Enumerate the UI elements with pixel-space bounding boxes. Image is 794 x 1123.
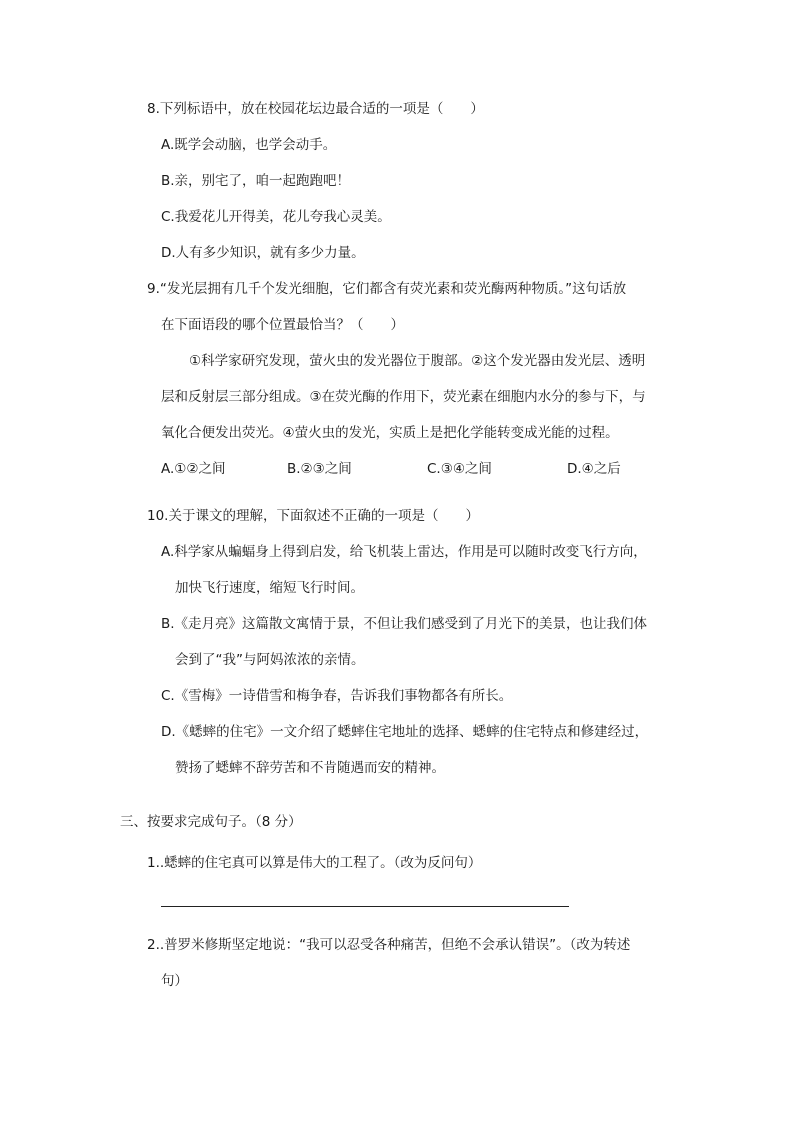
q8-option-d: D.人有多少知识，就有多少力量。	[161, 245, 365, 261]
q9-stem-line2: 在下面语段的哪个位置最恰当？（ ）	[161, 317, 404, 333]
q9-option-c: C.③④之间	[427, 461, 492, 477]
section3-item1: 1..蟋蟀的住宅真可以算是伟大的工程了。（改为反问句）	[147, 855, 482, 871]
q10-option-d-line1: D.《蟋蟀的住宅》一文介绍了蟋蟀住宅地址的选择、蟋蟀的住宅特点和修建经过，	[161, 724, 649, 740]
q9-option-a: A.①②之间	[161, 461, 226, 477]
q10-option-c-line1: C.《雪梅》一诗借雪和梅争春，告诉我们事物都各有所长。	[161, 688, 513, 704]
q9-option-b: B.②③之间	[287, 461, 352, 477]
q8-stem: 8.下列标语中，放在校园花坛边最合适的一项是（ ）	[147, 101, 484, 117]
q8-option-a: A.既学会动脑，也学会动手。	[161, 137, 337, 153]
section3-item2-line2: 句）	[161, 973, 188, 989]
q8-option-c: C.我爱花儿开得美，花儿夸我心灵美。	[161, 209, 391, 225]
q9-option-d: D.④之后	[567, 461, 621, 477]
q9-stem-line1: 9.“发光层拥有几千个发光细胞，它们都含有荧光素和荧光酶两种物质。”这句话放	[147, 281, 627, 297]
answer-blank-line[interactable]	[161, 906, 569, 907]
section3-heading: 三、按要求完成句子。（8 分）	[120, 814, 302, 830]
q10-option-a-line1: A.科学家从蝙蝠身上得到启发，给飞机装上雷达，作用是可以随时改变飞行方向，	[161, 544, 647, 560]
q9-passage-line3: 氧化合便发出荧光。④萤火虫的发光，实质上是把化学能转变成光能的过程。	[161, 425, 619, 441]
section3-item2-line1: 2..普罗米修斯坚定地说：“我可以忍受各种痛苦，但绝不会承认错误”。（改为转述	[147, 937, 631, 953]
q8-option-b: B.亲，别宅了，咱一起跑跑吧！	[161, 173, 351, 189]
q10-stem: 10.关于课文的理解，下面叙述不正确的一项是（ ）	[147, 508, 479, 524]
q10-option-a-line2: 加快飞行速度，缩短飞行时间。	[175, 580, 364, 596]
q10-option-d-line2: 赞扬了蟋蟀不辞劳苦和不肯随遇而安的精神。	[175, 760, 445, 776]
q9-passage-line2: 层和反射层三部分组成。③在荧光酶的作用下，荧光素在细胞内水分的参与下，与	[161, 389, 646, 405]
q10-option-b-line1: B.《走月亮》这篇散文寓情于景，不但让我们感受到了月光下的美景，也让我们体	[161, 616, 648, 632]
q9-passage-line1: ①科学家研究发现，萤火虫的发光器位于腹部。②这个发光器由发光层、透明	[189, 353, 646, 369]
q10-option-b-line2: 会到了“我”与阿妈浓浓的亲情。	[175, 652, 365, 668]
